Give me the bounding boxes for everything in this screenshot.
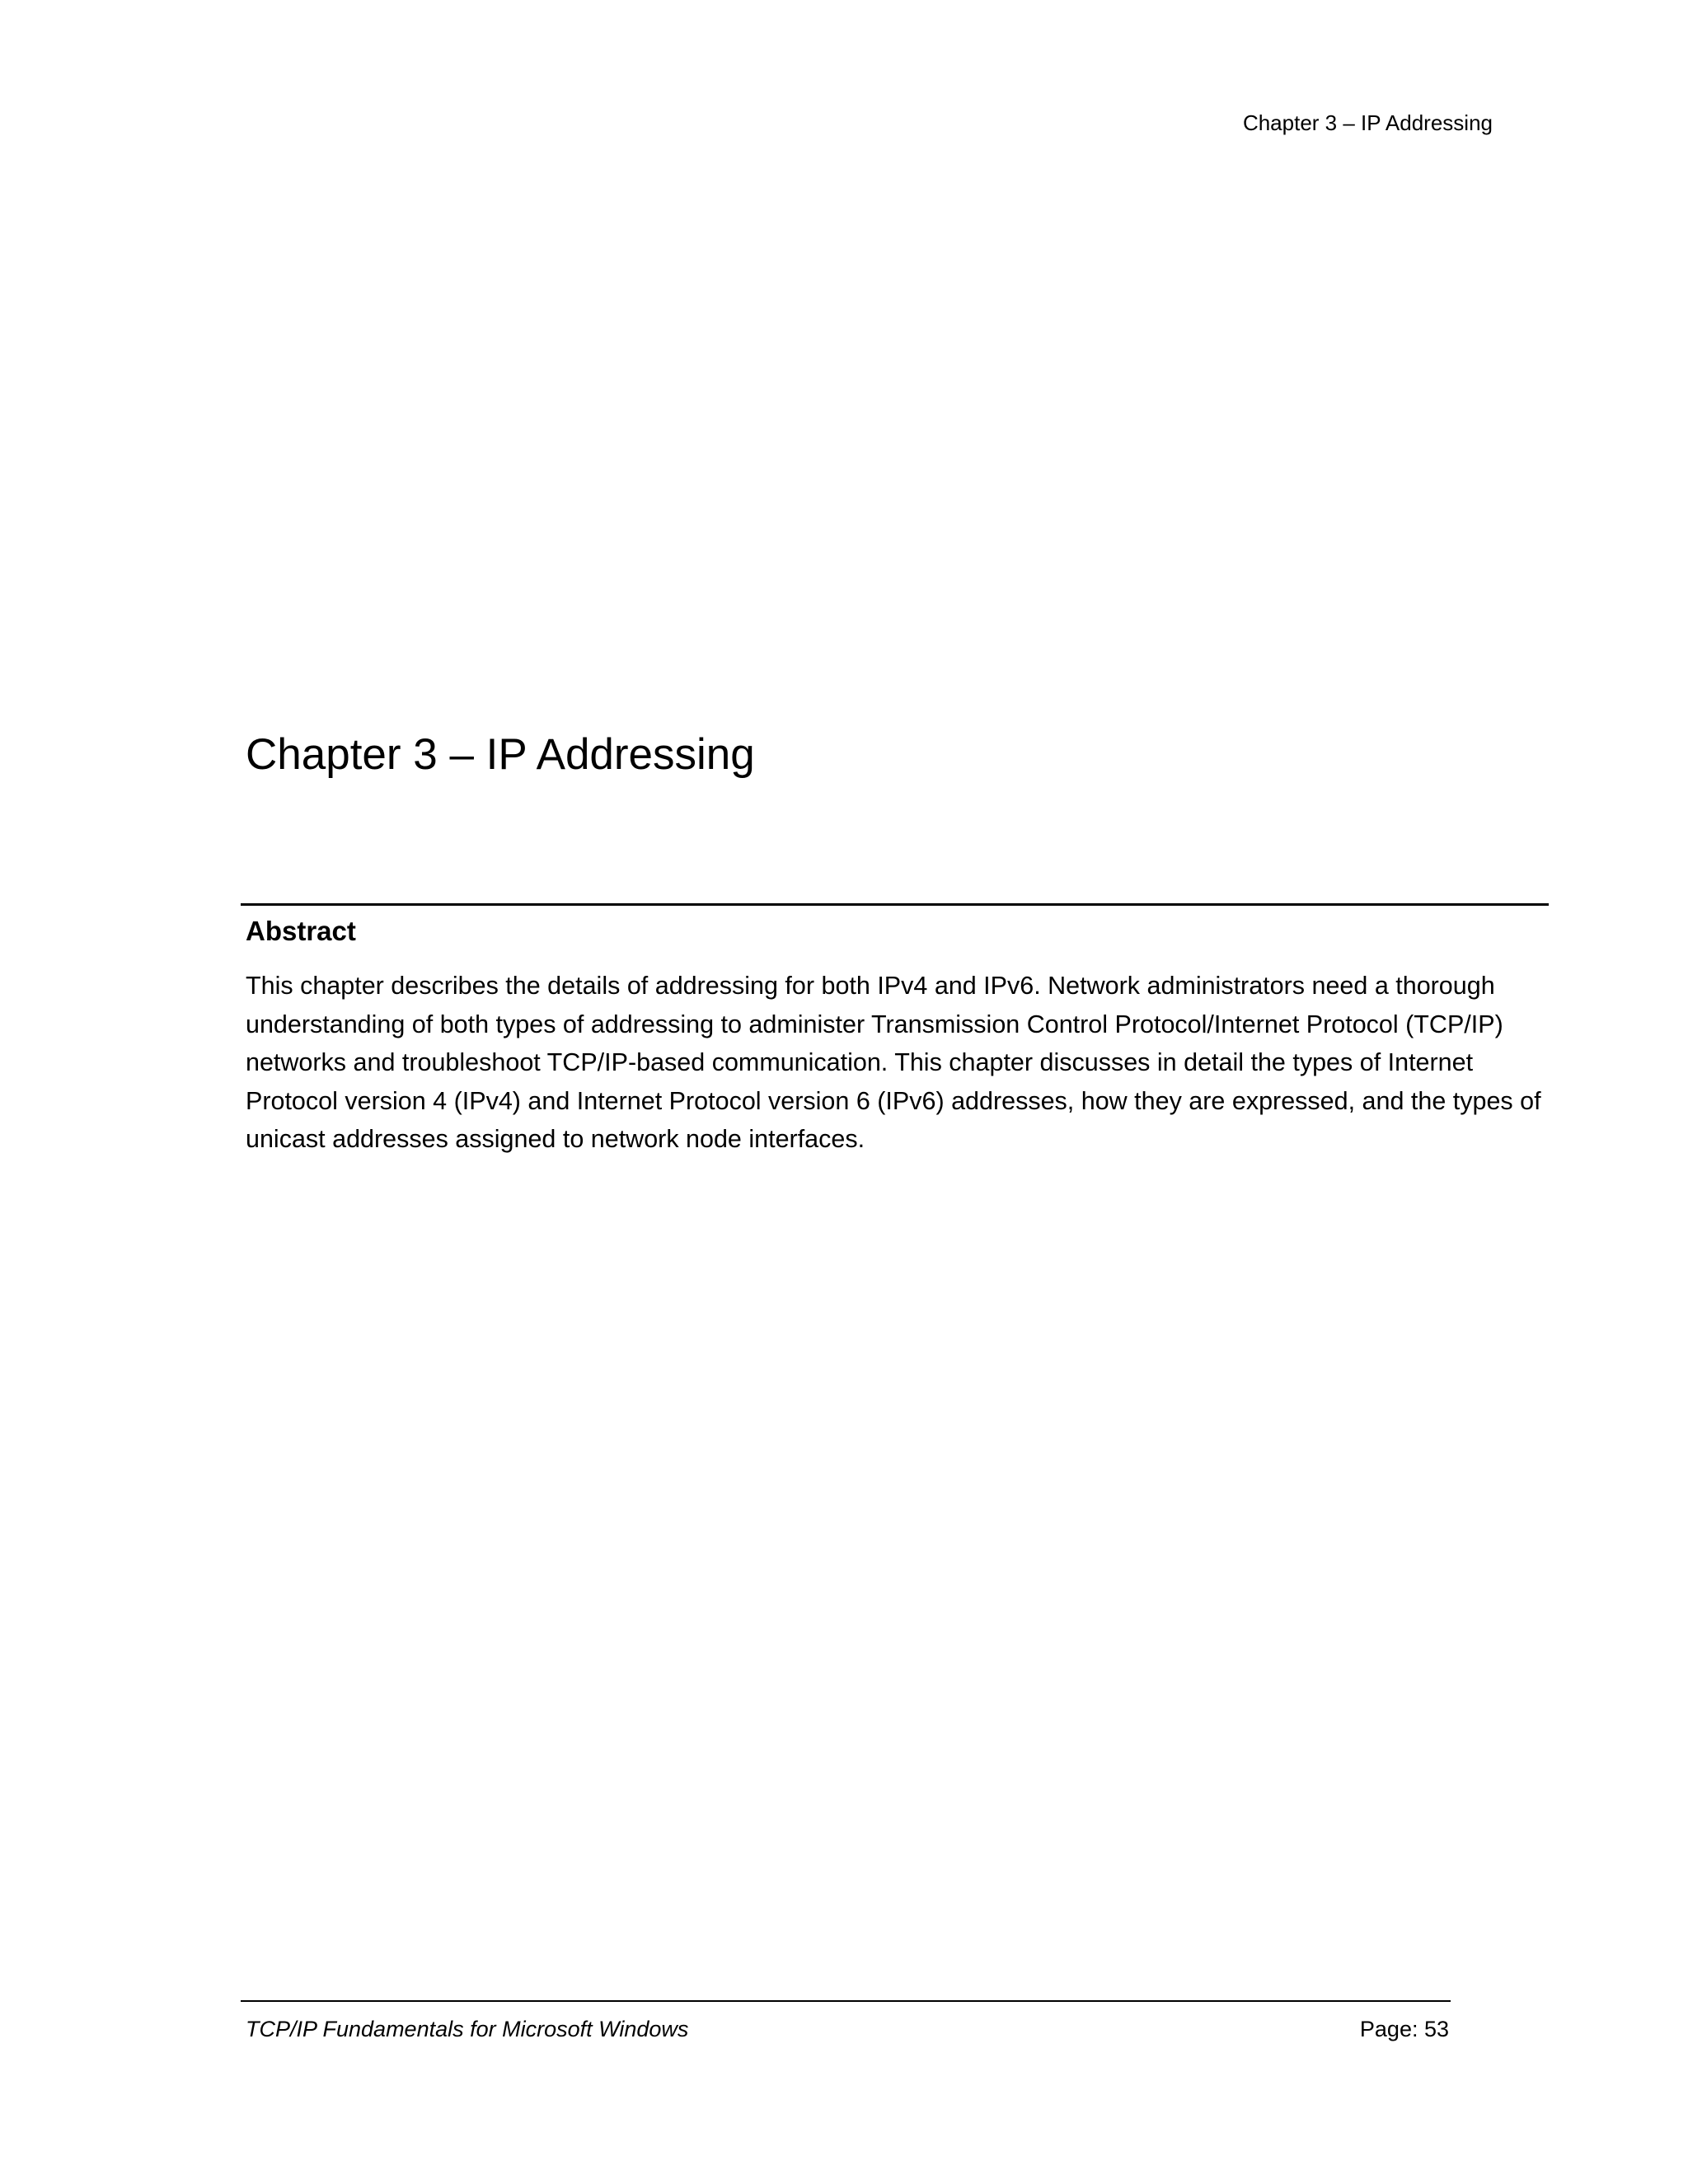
abstract-divider bbox=[241, 903, 1549, 906]
abstract-heading: Abstract bbox=[246, 916, 356, 946]
footer-divider bbox=[241, 2000, 1451, 2002]
footer-page-number: Page: 53 bbox=[1359, 2017, 1449, 2041]
chapter-title: Chapter 3 – IP Addressing bbox=[246, 730, 755, 779]
abstract-body: This chapter describes the details of addressing for both IPv4 and IPv6. Network administrators need a thorough understanding of both types of addressing to administer Transmission Control Protocol/Internet Protocol (TCP/IP) networks and troubleshoot TCP/IP-based communication. This chapter discusses in detail the types of Internet Protocol version 4 (IPv4) and Internet Protocol version 6 (IPv6) addresses, how they are expressed, and the types of unicast addresses assigned to network node interfaces. bbox=[246, 972, 1541, 1153]
running-header: Chapter 3 – IP Addressing bbox=[1242, 110, 1493, 135]
footer-book-title: TCP/IP Fundamentals for Microsoft Windows bbox=[246, 2017, 689, 2041]
